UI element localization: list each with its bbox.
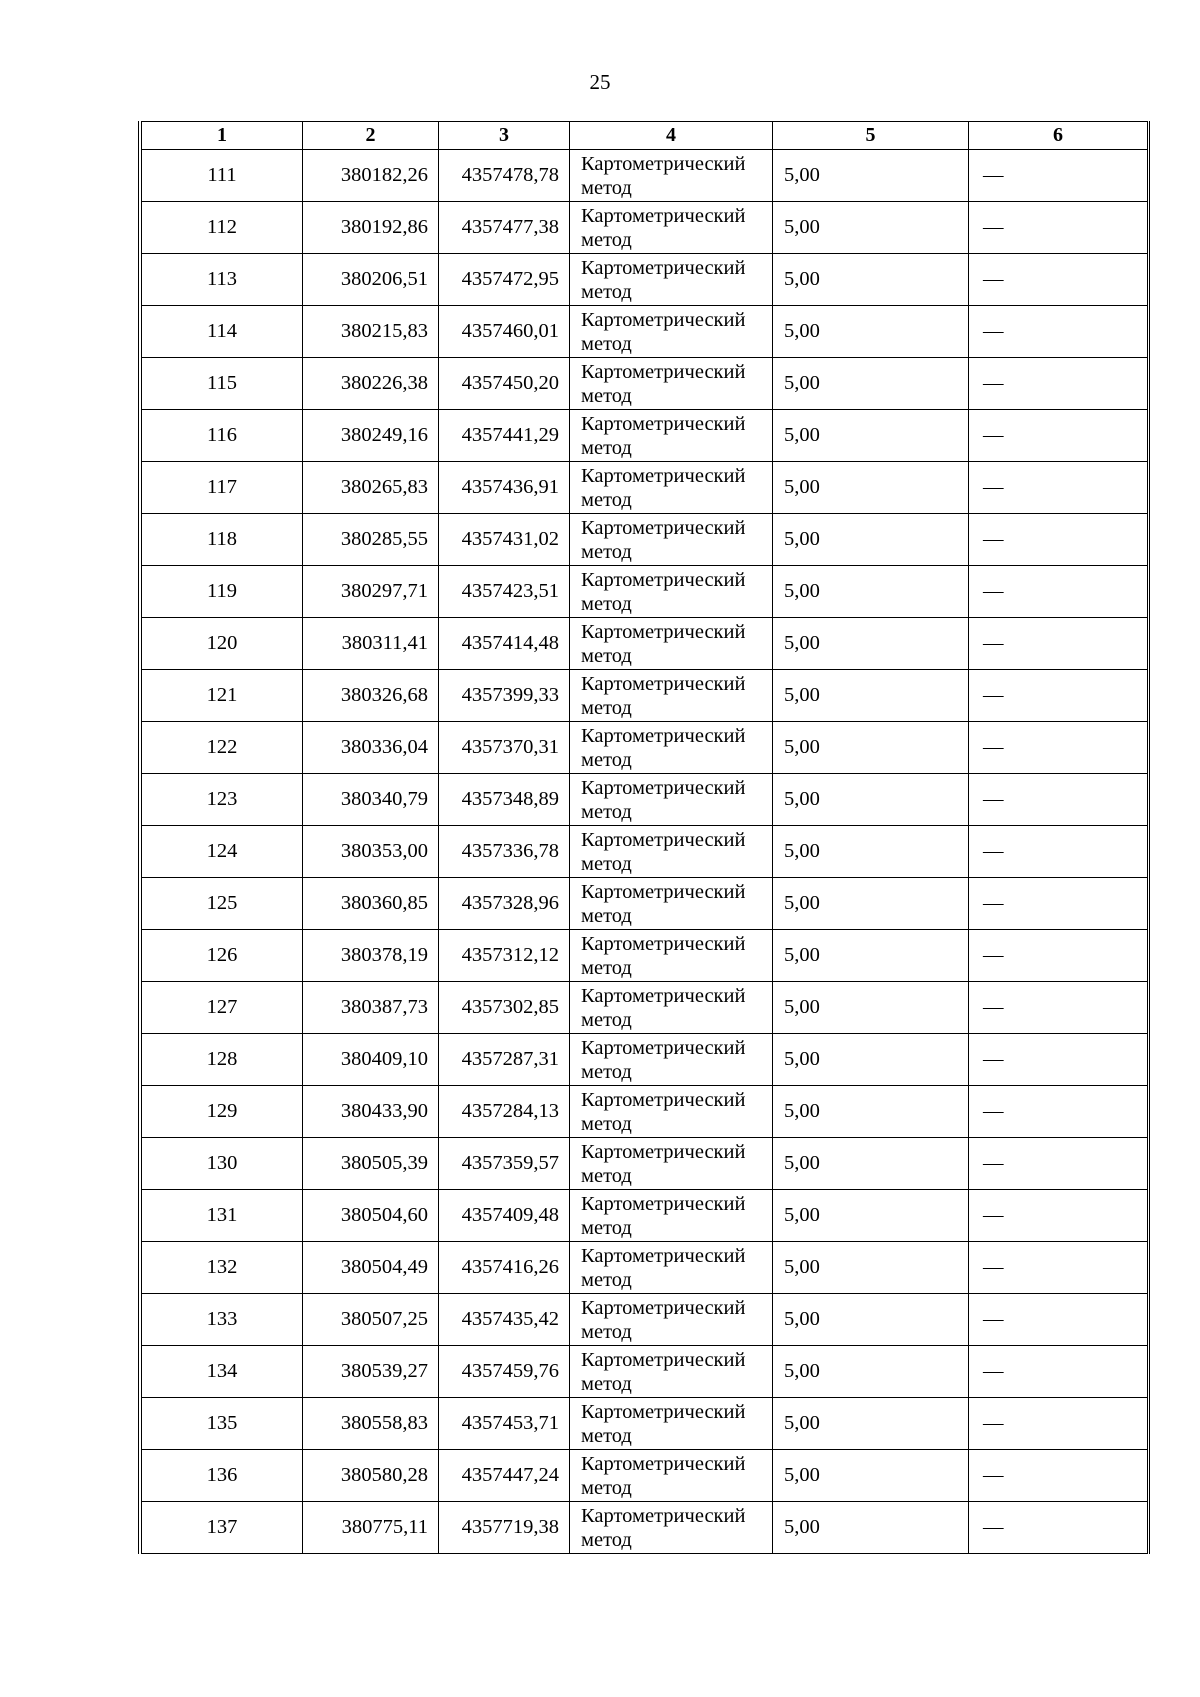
method-cell: [570, 930, 773, 982]
accuracy-cell: 5,00: [773, 254, 969, 306]
x-coordinate-cell: 380265,83: [303, 462, 439, 514]
method-line-1: Картометрический: [581, 1140, 746, 1163]
column-header: 6: [969, 122, 1148, 150]
table-row: [142, 878, 1148, 930]
method-cell: [570, 202, 773, 254]
point-number-cell: 129: [142, 1086, 303, 1138]
point-number-cell: 111: [142, 150, 303, 202]
table-row: [142, 1450, 1148, 1502]
table-row: [142, 410, 1148, 462]
point-number-cell: 121: [142, 670, 303, 722]
table-row: [142, 618, 1148, 670]
x-coordinate-cell: 380215,83: [303, 306, 439, 358]
method-cell: [570, 1190, 773, 1242]
method-line-1: Картометрический: [581, 1348, 746, 1371]
table-row: [142, 566, 1148, 618]
y-coordinate-cell: 4357450,20: [439, 358, 570, 410]
table-row: [142, 358, 1148, 410]
x-coordinate-cell: 380226,38: [303, 358, 439, 410]
method-line-2: метод: [581, 644, 632, 667]
method-line-1: Картометрический: [581, 984, 746, 1007]
x-coordinate-cell: 380409,10: [303, 1034, 439, 1086]
y-coordinate-cell: 4357414,48: [439, 618, 570, 670]
method-cell: [570, 774, 773, 826]
point-number-cell: 124: [142, 826, 303, 878]
note-cell: —: [969, 566, 1148, 618]
method-line-2: метод: [581, 592, 632, 615]
method-line-2: метод: [581, 1216, 632, 1239]
x-coordinate-cell: 380580,28: [303, 1450, 439, 1502]
x-coordinate-cell: 380326,68: [303, 670, 439, 722]
point-number-cell: 135: [142, 1398, 303, 1450]
method-line-2: метод: [581, 1476, 632, 1499]
note-cell: —: [969, 1086, 1148, 1138]
x-coordinate-cell: 380775,11: [303, 1502, 439, 1554]
y-coordinate-cell: 4357453,71: [439, 1398, 570, 1450]
table-row: [142, 982, 1148, 1034]
x-coordinate-cell: 380249,16: [303, 410, 439, 462]
method-line-1: Картометрический: [581, 672, 746, 695]
x-coordinate-cell: 380340,79: [303, 774, 439, 826]
method-line-2: метод: [581, 540, 632, 563]
table-row: [142, 150, 1148, 202]
table-row: [142, 1502, 1148, 1554]
table-row: [142, 1294, 1148, 1346]
note-cell: —: [969, 514, 1148, 566]
x-coordinate-cell: 380507,25: [303, 1294, 439, 1346]
point-number-cell: 112: [142, 202, 303, 254]
table-row: [142, 670, 1148, 722]
accuracy-cell: 5,00: [773, 514, 969, 566]
x-coordinate-cell: 380285,55: [303, 514, 439, 566]
method-line-2: метод: [581, 1528, 632, 1551]
table-row: [142, 826, 1148, 878]
method-cell: [570, 254, 773, 306]
method-line-2: метод: [581, 436, 632, 459]
x-coordinate-cell: 380539,27: [303, 1346, 439, 1398]
method-cell: [570, 878, 773, 930]
note-cell: —: [969, 670, 1148, 722]
accuracy-cell: 5,00: [773, 1034, 969, 1086]
note-cell: —: [969, 774, 1148, 826]
method-line-1: Картометрический: [581, 308, 746, 331]
table-row: [142, 774, 1148, 826]
page-number: 25: [589, 70, 611, 94]
point-number-cell: 126: [142, 930, 303, 982]
method-line-2: метод: [581, 1112, 632, 1135]
point-number-cell: 115: [142, 358, 303, 410]
method-line-1: Картометрический: [581, 1504, 746, 1527]
column-header: 1: [142, 122, 303, 150]
y-coordinate-cell: 4357459,76: [439, 1346, 570, 1398]
y-coordinate-cell: 4357436,91: [439, 462, 570, 514]
point-number-cell: 120: [142, 618, 303, 670]
y-coordinate-cell: 4357431,02: [439, 514, 570, 566]
method-cell: [570, 410, 773, 462]
note-cell: —: [969, 202, 1148, 254]
note-cell: —: [969, 150, 1148, 202]
point-number-cell: 136: [142, 1450, 303, 1502]
note-cell: —: [969, 1346, 1148, 1398]
method-line-1: Картометрический: [581, 1192, 746, 1215]
point-number-cell: 131: [142, 1190, 303, 1242]
accuracy-cell: 5,00: [773, 774, 969, 826]
table-row: [142, 1086, 1148, 1138]
method-cell: [570, 826, 773, 878]
y-coordinate-cell: 4357447,24: [439, 1450, 570, 1502]
y-coordinate-cell: 4357435,42: [439, 1294, 570, 1346]
accuracy-cell: 5,00: [773, 306, 969, 358]
y-coordinate-cell: 4357472,95: [439, 254, 570, 306]
method-line-1: Картометрический: [581, 828, 746, 851]
point-number-cell: 125: [142, 878, 303, 930]
method-cell: [570, 1086, 773, 1138]
point-number-cell: 114: [142, 306, 303, 358]
x-coordinate-cell: 380558,83: [303, 1398, 439, 1450]
method-line-2: метод: [581, 1060, 632, 1083]
method-line-2: метод: [581, 1320, 632, 1343]
note-cell: —: [969, 1034, 1148, 1086]
method-line-1: Картометрический: [581, 1296, 746, 1319]
method-line-2: метод: [581, 748, 632, 771]
table-body: [142, 150, 1148, 1554]
accuracy-cell: 5,00: [773, 1086, 969, 1138]
note-cell: —: [969, 1190, 1148, 1242]
method-line-2: метод: [581, 332, 632, 355]
method-cell: [570, 722, 773, 774]
method-line-2: метод: [581, 1424, 632, 1447]
x-coordinate-cell: 380206,51: [303, 254, 439, 306]
y-coordinate-cell: 4357441,29: [439, 410, 570, 462]
note-cell: —: [969, 1242, 1148, 1294]
y-coordinate-cell: 4357477,38: [439, 202, 570, 254]
y-coordinate-cell: 4357287,31: [439, 1034, 570, 1086]
x-coordinate-cell: 380504,60: [303, 1190, 439, 1242]
note-cell: —: [969, 826, 1148, 878]
method-cell: [570, 1398, 773, 1450]
accuracy-cell: 5,00: [773, 1294, 969, 1346]
point-number-cell: 134: [142, 1346, 303, 1398]
method-line-1: Картометрический: [581, 620, 746, 643]
note-cell: —: [969, 722, 1148, 774]
method-cell: [570, 462, 773, 514]
accuracy-cell: 5,00: [773, 618, 969, 670]
table-row: [142, 1034, 1148, 1086]
method-cell: [570, 306, 773, 358]
method-line-1: Картометрический: [581, 516, 746, 539]
y-coordinate-cell: 4357423,51: [439, 566, 570, 618]
y-coordinate-cell: 4357359,57: [439, 1138, 570, 1190]
accuracy-cell: 5,00: [773, 150, 969, 202]
table-row: [142, 930, 1148, 982]
method-line-1: Картометрический: [581, 568, 746, 591]
table-row: [142, 1190, 1148, 1242]
accuracy-cell: 5,00: [773, 1398, 969, 1450]
method-line-1: Картометрический: [581, 464, 746, 487]
method-line-2: метод: [581, 228, 632, 251]
table-row: [142, 722, 1148, 774]
x-coordinate-cell: 380387,73: [303, 982, 439, 1034]
method-cell: [570, 1242, 773, 1294]
method-line-1: Картометрический: [581, 256, 746, 279]
x-coordinate-cell: 380433,90: [303, 1086, 439, 1138]
point-number-cell: 130: [142, 1138, 303, 1190]
point-number-cell: 118: [142, 514, 303, 566]
method-line-1: Картометрический: [581, 1400, 746, 1423]
method-line-1: Картометрический: [581, 1452, 746, 1475]
method-cell: [570, 1502, 773, 1554]
method-line-2: метод: [581, 1268, 632, 1291]
accuracy-cell: 5,00: [773, 1450, 969, 1502]
x-coordinate-cell: 380192,86: [303, 202, 439, 254]
point-number-cell: 132: [142, 1242, 303, 1294]
method-cell: [570, 1294, 773, 1346]
note-cell: —: [969, 982, 1148, 1034]
accuracy-cell: 5,00: [773, 670, 969, 722]
table-row: [142, 254, 1148, 306]
accuracy-cell: 5,00: [773, 930, 969, 982]
note-cell: —: [969, 1294, 1148, 1346]
accuracy-cell: 5,00: [773, 566, 969, 618]
y-coordinate-cell: 4357478,78: [439, 150, 570, 202]
y-coordinate-cell: 4357328,96: [439, 878, 570, 930]
accuracy-cell: 5,00: [773, 878, 969, 930]
method-line-2: метод: [581, 280, 632, 303]
method-line-1: Картометрический: [581, 360, 746, 383]
method-line-1: Картометрический: [581, 776, 746, 799]
column-header: 5: [773, 122, 969, 150]
accuracy-cell: 5,00: [773, 1346, 969, 1398]
table-row: [142, 514, 1148, 566]
accuracy-cell: 5,00: [773, 826, 969, 878]
method-cell: [570, 1450, 773, 1502]
table-row: [142, 1138, 1148, 1190]
point-number-cell: 116: [142, 410, 303, 462]
accuracy-cell: 5,00: [773, 358, 969, 410]
x-coordinate-cell: 380505,39: [303, 1138, 439, 1190]
point-number-cell: 137: [142, 1502, 303, 1554]
method-line-2: метод: [581, 696, 632, 719]
column-header: 3: [439, 122, 570, 150]
x-coordinate-cell: 380378,19: [303, 930, 439, 982]
y-coordinate-cell: 4357348,89: [439, 774, 570, 826]
y-coordinate-cell: 4357284,13: [439, 1086, 570, 1138]
method-cell: [570, 1138, 773, 1190]
y-coordinate-cell: 4357719,38: [439, 1502, 570, 1554]
note-cell: —: [969, 930, 1148, 982]
point-number-cell: 113: [142, 254, 303, 306]
note-cell: —: [969, 254, 1148, 306]
table-row: [142, 1346, 1148, 1398]
table-row: [142, 462, 1148, 514]
method-line-2: метод: [581, 488, 632, 511]
table-row: [142, 1242, 1148, 1294]
accuracy-cell: 5,00: [773, 722, 969, 774]
method-line-1: Картометрический: [581, 1088, 746, 1111]
x-coordinate-cell: 380336,04: [303, 722, 439, 774]
accuracy-cell: 5,00: [773, 982, 969, 1034]
note-cell: —: [969, 1450, 1148, 1502]
method-cell: [570, 618, 773, 670]
y-coordinate-cell: 4357312,12: [439, 930, 570, 982]
method-line-1: Картометрический: [581, 152, 746, 175]
coordinates-table: [141, 121, 1148, 1554]
table-row: [142, 202, 1148, 254]
note-cell: —: [969, 618, 1148, 670]
method-line-2: метод: [581, 384, 632, 407]
method-line-2: метод: [581, 176, 632, 199]
x-coordinate-cell: 380297,71: [303, 566, 439, 618]
table-row: [142, 306, 1148, 358]
method-cell: [570, 514, 773, 566]
method-cell: [570, 670, 773, 722]
method-line-2: метод: [581, 1008, 632, 1031]
note-cell: —: [969, 878, 1148, 930]
method-cell: [570, 1346, 773, 1398]
point-number-cell: 128: [142, 1034, 303, 1086]
method-cell: [570, 982, 773, 1034]
y-coordinate-cell: 4357399,33: [439, 670, 570, 722]
method-line-2: метод: [581, 852, 632, 875]
method-line-2: метод: [581, 904, 632, 927]
note-cell: —: [969, 358, 1148, 410]
accuracy-cell: 5,00: [773, 462, 969, 514]
accuracy-cell: 5,00: [773, 202, 969, 254]
accuracy-cell: 5,00: [773, 410, 969, 462]
note-cell: —: [969, 1502, 1148, 1554]
accuracy-cell: 5,00: [773, 1242, 969, 1294]
point-number-cell: 123: [142, 774, 303, 826]
method-line-2: метод: [581, 1164, 632, 1187]
method-line-1: Картометрический: [581, 880, 746, 903]
x-coordinate-cell: 380182,26: [303, 150, 439, 202]
point-number-cell: 133: [142, 1294, 303, 1346]
point-number-cell: 122: [142, 722, 303, 774]
method-line-1: Картометрический: [581, 932, 746, 955]
method-line-2: метод: [581, 1372, 632, 1395]
method-line-2: метод: [581, 800, 632, 823]
note-cell: —: [969, 462, 1148, 514]
accuracy-cell: 5,00: [773, 1190, 969, 1242]
y-coordinate-cell: 4357302,85: [439, 982, 570, 1034]
x-coordinate-cell: 380311,41: [303, 618, 439, 670]
y-coordinate-cell: 4357370,31: [439, 722, 570, 774]
note-cell: —: [969, 410, 1148, 462]
note-cell: —: [969, 1138, 1148, 1190]
y-coordinate-cell: 4357336,78: [439, 826, 570, 878]
column-header: 2: [303, 122, 439, 150]
table-row: [142, 1398, 1148, 1450]
y-coordinate-cell: 4357409,48: [439, 1190, 570, 1242]
y-coordinate-cell: 4357416,26: [439, 1242, 570, 1294]
column-header: 4: [570, 122, 773, 150]
method-line-1: Картометрический: [581, 412, 746, 435]
x-coordinate-cell: 380353,00: [303, 826, 439, 878]
method-cell: [570, 150, 773, 202]
method-cell: [570, 566, 773, 618]
note-cell: —: [969, 1398, 1148, 1450]
x-coordinate-cell: 380504,49: [303, 1242, 439, 1294]
y-coordinate-cell: 4357460,01: [439, 306, 570, 358]
method-line-2: метод: [581, 956, 632, 979]
accuracy-cell: 5,00: [773, 1138, 969, 1190]
note-cell: —: [969, 306, 1148, 358]
method-line-1: Картометрический: [581, 724, 746, 747]
method-line-1: Картометрический: [581, 1244, 746, 1267]
point-number-cell: 127: [142, 982, 303, 1034]
point-number-cell: 119: [142, 566, 303, 618]
method-cell: [570, 358, 773, 410]
x-coordinate-cell: 380360,85: [303, 878, 439, 930]
method-line-1: Картометрический: [581, 204, 746, 227]
table-header-row: [142, 122, 1148, 150]
accuracy-cell: 5,00: [773, 1502, 969, 1554]
method-cell: [570, 1034, 773, 1086]
coordinates-table-frame: [138, 121, 1150, 1554]
method-line-1: Картометрический: [581, 1036, 746, 1059]
point-number-cell: 117: [142, 462, 303, 514]
